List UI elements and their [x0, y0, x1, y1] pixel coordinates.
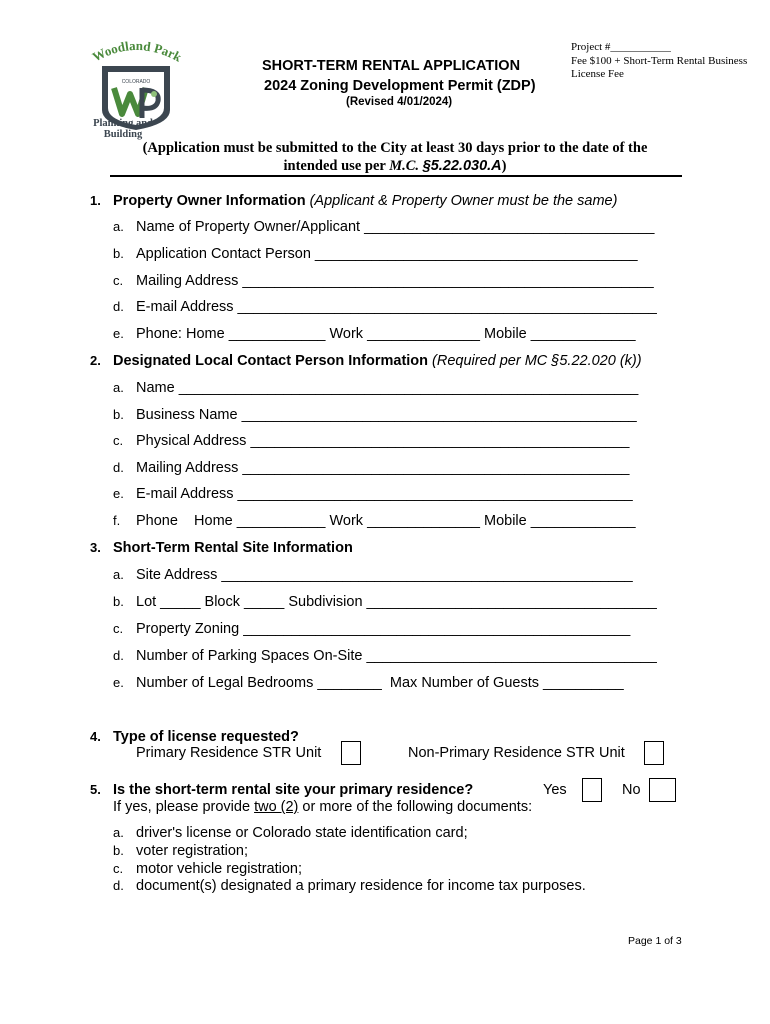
local-phone-field[interactable]: f. Phone Home ___________ Work ______________ Mobile _____________	[113, 513, 636, 529]
form-title: SHORT-TERM RENTAL APPLICATION	[262, 58, 521, 74]
owner-phone-field[interactable]: e. Phone: Home ____________ Work ______________ Mobile _____________	[113, 326, 636, 342]
parking-spaces-field[interactable]: d. Number of Parking Spaces On-Site ____________________________________	[113, 648, 657, 664]
doc-item-c: c. motor vehicle registration;	[113, 861, 303, 877]
physical-address-field[interactable]: c. Physical Address _______________________________________________	[113, 433, 630, 449]
page-number: Page 1 of 3	[628, 935, 682, 947]
revised-date: (Revised 4/01/2024)	[346, 96, 453, 108]
section-number: 1.	[90, 193, 101, 208]
fee-line: Fee $100 + Short-Term Rental Business	[571, 55, 748, 67]
section-1-heading	[90, 193, 617, 209]
logo-dept-line2: Building	[103, 129, 143, 140]
section-title: Designated Local Contact Person Information	[113, 353, 429, 369]
notice-underline	[110, 175, 682, 177]
submission-notice-line2	[110, 157, 680, 175]
no-label: No	[622, 782, 641, 798]
section-number: 5.	[90, 782, 101, 797]
svg-text:Woodland Park	[90, 38, 185, 65]
project-number-field[interactable]: Project #___________	[571, 41, 671, 53]
section-5-heading	[90, 782, 473, 798]
section-number: 4.	[90, 729, 101, 744]
yes-label: Yes	[543, 782, 567, 798]
section-title: Type of license requested?	[113, 729, 299, 745]
documents-instruction: If yes, please provide two (2) or more of the following documents:	[113, 799, 533, 815]
business-name-field[interactable]: b. Business Name _________________________________________________	[113, 407, 637, 423]
notice-suffix: )	[501, 158, 507, 174]
owner-mailing-address-field[interactable]: c. Mailing Address ___________________________________________________	[113, 273, 654, 289]
section-4-heading	[90, 729, 299, 745]
form-subtitle: 2024 Zoning Development Permit (ZDP)	[264, 78, 536, 94]
logo-state: COLORADO	[121, 79, 151, 85]
primary-residence-checkbox[interactable]	[341, 741, 361, 765]
section-2-heading	[90, 353, 642, 369]
no-checkbox[interactable]	[649, 778, 676, 802]
section-number: 3.	[90, 540, 101, 555]
section-title: Property Owner Information	[113, 193, 306, 209]
fee-line-2: License Fee	[571, 68, 624, 80]
section-title: Is the short-term rental site your primary residence?	[113, 782, 474, 798]
contact-person-field[interactable]: b. Application Contact Person ________________________________________	[113, 246, 638, 262]
primary-residence-label: Primary Residence STR Unit	[136, 745, 322, 761]
logo-department	[92, 118, 154, 140]
logo-arc-text: Woodland Park	[89, 38, 185, 65]
submission-notice-line1: (Application must be submitted to the City at least 30 days prior to the date of the	[142, 140, 648, 156]
section-title: Short-Term Rental Site Information	[113, 540, 353, 556]
local-contact-name-field[interactable]: a. Name _________________________________________________________	[113, 380, 639, 396]
bedrooms-guests-field[interactable]: e. Number of Legal Bedrooms ________ Max Number of Guests __________	[113, 675, 624, 691]
doc-item-a: a. driver's license or Colorado state identification card;	[113, 825, 468, 841]
logo-dept-line1: Planning and	[93, 118, 153, 129]
lot-block-subdivision-field[interactable]: b. Lot _____ Block _____ Subdivision ____________________________________	[113, 594, 657, 610]
notice-code: §5.22.030.A	[422, 158, 502, 174]
local-mailing-address-field[interactable]: d. Mailing Address ________________________________________________	[113, 460, 630, 476]
non-primary-residence-checkbox[interactable]	[644, 741, 664, 765]
doc-item-b: b. voter registration;	[113, 843, 249, 859]
non-primary-residence-label: Non-Primary Residence STR Unit	[408, 745, 625, 761]
notice-prefix: intended use per	[283, 158, 390, 174]
doc-item-d: d. document(s) designated a primary residence for income tax purposes.	[113, 878, 586, 894]
site-address-field[interactable]: a. Site Address ___________________________________________________	[113, 567, 633, 583]
owner-name-field[interactable]: a. Name of Property Owner/Applicant ____________________________________	[113, 219, 655, 235]
local-email-field[interactable]: e. E-mail Address _________________________________________________	[113, 486, 633, 502]
yes-checkbox[interactable]	[582, 778, 602, 802]
owner-email-field[interactable]: d. E-mail Address ____________________________________________________	[113, 299, 657, 315]
section-number: 2.	[90, 353, 101, 368]
two-documents-emphasis: two (2)	[254, 799, 299, 815]
section-3-heading	[90, 540, 353, 556]
section-note: (Required per MC §5.22.020 (k))	[428, 353, 642, 369]
notice-mc: M.C.	[389, 158, 423, 174]
section-note: (Applicant & Property Owner must be the same)	[305, 193, 618, 209]
property-zoning-field[interactable]: c. Property Zoning ________________________________________________	[113, 621, 631, 637]
